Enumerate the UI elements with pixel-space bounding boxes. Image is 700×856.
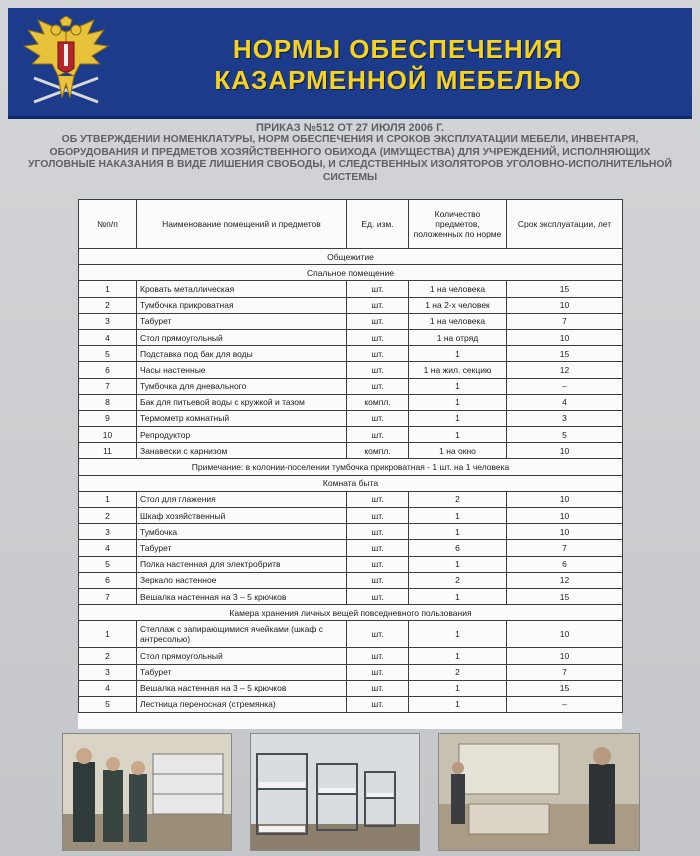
cell-name: Термометр комнатный bbox=[137, 410, 347, 426]
cell-num: 4 bbox=[79, 540, 137, 556]
cell-qty: 1 на человека bbox=[409, 281, 507, 297]
double-headed-eagle-emblem bbox=[18, 14, 114, 110]
photo-storage-room bbox=[438, 733, 640, 851]
cell-term: 7 bbox=[507, 664, 623, 680]
header-qty: Количество предметов, положенных по норме bbox=[409, 200, 507, 249]
cell-name: Стол для глажения bbox=[137, 491, 347, 507]
table-header-row bbox=[79, 200, 623, 249]
cell-term: 3 bbox=[507, 410, 623, 426]
cell-qty: 2 bbox=[409, 664, 507, 680]
cell-term: 12 bbox=[507, 572, 623, 588]
page-title bbox=[128, 34, 668, 96]
cell-qty: 1 на жил. секцию bbox=[409, 362, 507, 378]
cell-unit: шт. bbox=[347, 572, 409, 588]
cell-qty: 1 на 2-х человек bbox=[409, 297, 507, 313]
cell-qty: 6 bbox=[409, 540, 507, 556]
section-general: Общежитие bbox=[79, 249, 623, 265]
cell-unit: шт. bbox=[347, 540, 409, 556]
table-row bbox=[79, 680, 623, 696]
cell-name: Стол прямоугольный bbox=[137, 329, 347, 345]
cell-num: 3 bbox=[79, 664, 137, 680]
table-row bbox=[79, 346, 623, 362]
table-row bbox=[79, 491, 623, 507]
cell-qty: 1 bbox=[409, 648, 507, 664]
cell-qty: 1 bbox=[409, 378, 507, 394]
cell-qty: 1 bbox=[409, 394, 507, 410]
cell-term: 6 bbox=[507, 556, 623, 572]
cell-qty: 1 bbox=[409, 508, 507, 524]
cell-qty: 1 bbox=[409, 588, 507, 604]
cell-name: Тумбочка bbox=[137, 524, 347, 540]
cell-unit: шт. bbox=[347, 329, 409, 345]
cell-term: 10 bbox=[507, 329, 623, 345]
cell-term: – bbox=[507, 378, 623, 394]
table-row bbox=[79, 508, 623, 524]
sleeping-rows bbox=[79, 281, 623, 459]
household-rows bbox=[79, 491, 623, 604]
cell-num: 10 bbox=[79, 427, 137, 443]
cell-unit: шт. bbox=[347, 410, 409, 426]
cell-unit: шт. bbox=[347, 556, 409, 572]
cell-qty: 1 bbox=[409, 696, 507, 712]
order-text: ОБ УТВЕРЖДЕНИИ НОМЕНКЛАТУРЫ, НОРМ ОБЕСПЕЧЕНИЯ И СРОКОВ ЭКСПЛУАТАЦИИ МЕБЕЛИ, ИНВЕНТАРЯ, ОБОРУДОВАНИЯ И ПРЕДМЕТОВ ХОЗЯЙСТВЕННОГО ОБИХОДА (ИМУЩЕСТВА) ДЛЯ УЧРЕЖДЕНИЙ, ИСПОЛНЯЮЩИХ УГОЛОВНЫЕ НАКАЗАНИЯ В ВИДЕ ЛИШЕНИЯ СВОБОДЫ, И СЛЕДСТВЕННЫХ ИЗОЛЯТОРОВ УГОЛОВНО-ИСПОЛНИТЕЛЬНОЙ СИСТЕМЫ bbox=[28, 134, 672, 183]
cell-name: Табурет bbox=[137, 540, 347, 556]
cell-num: 7 bbox=[79, 378, 137, 394]
cell-unit: шт. bbox=[347, 524, 409, 540]
cell-term: 10 bbox=[507, 508, 623, 524]
cell-name: Вешалка настенная на 3 – 5 крючков bbox=[137, 588, 347, 604]
cell-num: 6 bbox=[79, 572, 137, 588]
cell-unit: шт. bbox=[347, 664, 409, 680]
cell-num: 5 bbox=[79, 696, 137, 712]
cell-qty: 1 bbox=[409, 524, 507, 540]
title-line-1: НОРМЫ ОБЕСПЕЧЕНИЯ bbox=[232, 34, 564, 64]
cell-qty: 1 на отряд bbox=[409, 329, 507, 345]
table-row bbox=[79, 297, 623, 313]
subsection-sleeping: Спальное помещение bbox=[79, 265, 623, 281]
cell-unit: шт. bbox=[347, 621, 409, 648]
norms-table bbox=[78, 199, 623, 713]
cell-name: Репродуктор bbox=[137, 427, 347, 443]
order-heading: ПРИКАЗ №512 ОТ 27 ИЮЛЯ 2006 Г. bbox=[255, 122, 444, 134]
cell-qty: 1 bbox=[409, 346, 507, 362]
subsection-storage: Камера хранения личных вещей повседневного пользования bbox=[79, 605, 623, 621]
cell-num: 4 bbox=[79, 680, 137, 696]
cell-name: Зеркало настенное bbox=[137, 572, 347, 588]
cell-name: Кровать металлическая bbox=[137, 281, 347, 297]
table-row bbox=[79, 540, 623, 556]
cell-name: Стеллаж с запирающимися ячейками (шкаф с антресолью) bbox=[137, 621, 347, 648]
cell-term: 10 bbox=[507, 621, 623, 648]
cell-qty: 1 bbox=[409, 680, 507, 696]
cell-term: 15 bbox=[507, 680, 623, 696]
table-row bbox=[79, 664, 623, 680]
cell-term: 4 bbox=[507, 394, 623, 410]
section-row bbox=[79, 475, 623, 491]
cell-term: 10 bbox=[507, 648, 623, 664]
cell-num: 8 bbox=[79, 394, 137, 410]
table-row bbox=[79, 329, 623, 345]
subsection-household: Комната быта bbox=[79, 475, 623, 491]
cell-qty: 2 bbox=[409, 572, 507, 588]
table-row bbox=[79, 443, 623, 459]
photo-strip bbox=[62, 733, 638, 849]
title-line-2: КАЗАРМЕННОЙ МЕБЕЛЬЮ bbox=[214, 65, 582, 95]
storage-rows bbox=[79, 621, 623, 713]
cell-num: 1 bbox=[79, 281, 137, 297]
cell-num: 3 bbox=[79, 524, 137, 540]
header-term: Срок эксплуатации, лет bbox=[507, 200, 623, 249]
cell-term: 15 bbox=[507, 281, 623, 297]
cell-num: 2 bbox=[79, 508, 137, 524]
cell-qty: 1 bbox=[409, 556, 507, 572]
cell-name: Часы настенные bbox=[137, 362, 347, 378]
photo-inspection bbox=[62, 733, 232, 851]
cell-term: 7 bbox=[507, 540, 623, 556]
cell-num: 3 bbox=[79, 313, 137, 329]
cell-qty: 1 bbox=[409, 410, 507, 426]
cell-term: 7 bbox=[507, 313, 623, 329]
section-row bbox=[79, 265, 623, 281]
table-row bbox=[79, 588, 623, 604]
cell-qty: 1 bbox=[409, 427, 507, 443]
header-unit: Ед. изм. bbox=[347, 200, 409, 249]
cell-name: Занавески с карнизом bbox=[137, 443, 347, 459]
cell-unit: компл. bbox=[347, 443, 409, 459]
table-row bbox=[79, 696, 623, 712]
table-row bbox=[79, 524, 623, 540]
cell-num: 5 bbox=[79, 556, 137, 572]
cell-unit: шт. bbox=[347, 313, 409, 329]
cell-name: Бак для питьевой воды с кружкой и тазом bbox=[137, 394, 347, 410]
cell-unit: шт. bbox=[347, 281, 409, 297]
cell-num: 1 bbox=[79, 621, 137, 648]
cell-term: 5 bbox=[507, 427, 623, 443]
cell-qty: 1 bbox=[409, 621, 507, 648]
cell-name: Вешалка настенная на 3 – 5 крючков bbox=[137, 680, 347, 696]
cell-name: Тумбочка для дневального bbox=[137, 378, 347, 394]
header-banner bbox=[8, 8, 692, 119]
cell-name: Шкаф хозяйственный bbox=[137, 508, 347, 524]
cell-unit: шт. bbox=[347, 491, 409, 507]
cell-name: Подставка под бак для воды bbox=[137, 346, 347, 362]
cell-term: 10 bbox=[507, 443, 623, 459]
table-row bbox=[79, 572, 623, 588]
table-row bbox=[79, 362, 623, 378]
cell-qty: 1 на окно bbox=[409, 443, 507, 459]
section-row bbox=[79, 605, 623, 621]
cell-term: 10 bbox=[507, 297, 623, 313]
cell-unit: шт. bbox=[347, 696, 409, 712]
header-num: №п/п bbox=[79, 200, 137, 249]
table-row bbox=[79, 378, 623, 394]
note-row bbox=[79, 459, 623, 475]
table-row bbox=[79, 648, 623, 664]
table-note: Примечание: в колонии-поселении тумбочка прикроватная - 1 шт. на 1 человека bbox=[79, 459, 623, 475]
cell-term: 12 bbox=[507, 362, 623, 378]
table-row bbox=[79, 427, 623, 443]
cell-num: 5 bbox=[79, 346, 137, 362]
order-caption bbox=[20, 122, 680, 184]
cell-unit: шт. bbox=[347, 680, 409, 696]
cell-term: 15 bbox=[507, 346, 623, 362]
cell-num: 2 bbox=[79, 648, 137, 664]
cell-name: Табурет bbox=[137, 664, 347, 680]
table-row bbox=[79, 621, 623, 648]
section-row bbox=[79, 249, 623, 265]
cell-unit: шт. bbox=[347, 378, 409, 394]
cell-num: 7 bbox=[79, 588, 137, 604]
norms-table-wrap bbox=[78, 199, 622, 729]
cell-term: 15 bbox=[507, 588, 623, 604]
cell-name: Лестница переносная (стремянка) bbox=[137, 696, 347, 712]
table-row bbox=[79, 281, 623, 297]
cell-name: Табурет bbox=[137, 313, 347, 329]
cell-unit: шт. bbox=[347, 648, 409, 664]
cell-term: 10 bbox=[507, 524, 623, 540]
cell-unit: шт. bbox=[347, 508, 409, 524]
cell-unit: шт. bbox=[347, 588, 409, 604]
table-row bbox=[79, 394, 623, 410]
cell-num: 6 bbox=[79, 362, 137, 378]
cell-num: 2 bbox=[79, 297, 137, 313]
cell-num: 4 bbox=[79, 329, 137, 345]
cell-unit: компл. bbox=[347, 394, 409, 410]
cell-num: 1 bbox=[79, 491, 137, 507]
cell-term: – bbox=[507, 696, 623, 712]
table-row bbox=[79, 313, 623, 329]
table-row bbox=[79, 410, 623, 426]
cell-unit: шт. bbox=[347, 362, 409, 378]
cell-num: 11 bbox=[79, 443, 137, 459]
photo-bunk-beds bbox=[250, 733, 420, 851]
cell-qty: 1 на человека bbox=[409, 313, 507, 329]
cell-name: Стол прямоугольный bbox=[137, 648, 347, 664]
cell-unit: шт. bbox=[347, 297, 409, 313]
cell-unit: шт. bbox=[347, 427, 409, 443]
cell-qty: 2 bbox=[409, 491, 507, 507]
cell-name: Тумбочка прикроватная bbox=[137, 297, 347, 313]
cell-unit: шт. bbox=[347, 346, 409, 362]
cell-name: Полка настенная для электробритв bbox=[137, 556, 347, 572]
cell-term: 10 bbox=[507, 491, 623, 507]
cell-num: 9 bbox=[79, 410, 137, 426]
header-name: Наименование помещений и предметов bbox=[137, 200, 347, 249]
table-row bbox=[79, 556, 623, 572]
